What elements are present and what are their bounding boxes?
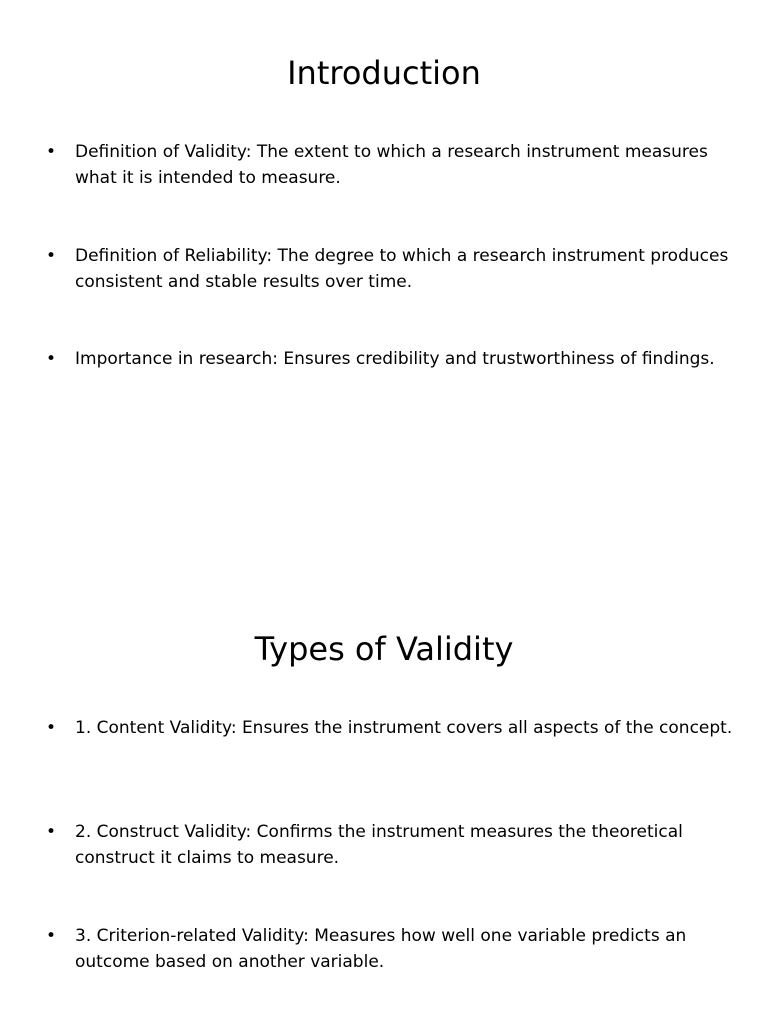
bullet-item — [46, 819, 736, 871]
bullet-item — [46, 715, 736, 741]
bullet-icon: • — [46, 926, 57, 946]
bullet-icon: • — [46, 822, 57, 842]
bullet-icon: • — [46, 246, 57, 266]
bullet-text: Importance in research: Ensures credibility and trustworthiness of findings. — [75, 349, 715, 369]
bullet-item — [46, 243, 736, 295]
bullet-text: 2. Construct Validity: Confirms the instrument measures the theoretical construct it claims to measure. — [75, 822, 683, 868]
bullet-icon: • — [46, 142, 57, 162]
bullet-item — [46, 139, 736, 191]
slide-title: Introduction — [287, 54, 481, 92]
bullet-icon: • — [46, 349, 57, 369]
bullet-item — [46, 923, 736, 975]
bullet-text: Definition of Validity: The extent to which a research instrument measures what it is intended to measure. — [75, 142, 708, 188]
bullet-text: 3. Criterion-related Validity: Measures how well one variable predicts an outcome based on another variable. — [75, 926, 687, 972]
bullet-text: Definition of Reliability: The degree to which a research instrument produces consistent and stable results over time. — [75, 246, 729, 292]
bullet-icon: • — [46, 718, 57, 738]
bullet-item — [46, 346, 736, 372]
bullet-text: 1. Content Validity: Ensures the instrument covers all aspects of the concept. — [75, 718, 733, 738]
slide-types-of-validity — [0, 576, 768, 1024]
slide-title: Types of Validity — [254, 630, 514, 668]
